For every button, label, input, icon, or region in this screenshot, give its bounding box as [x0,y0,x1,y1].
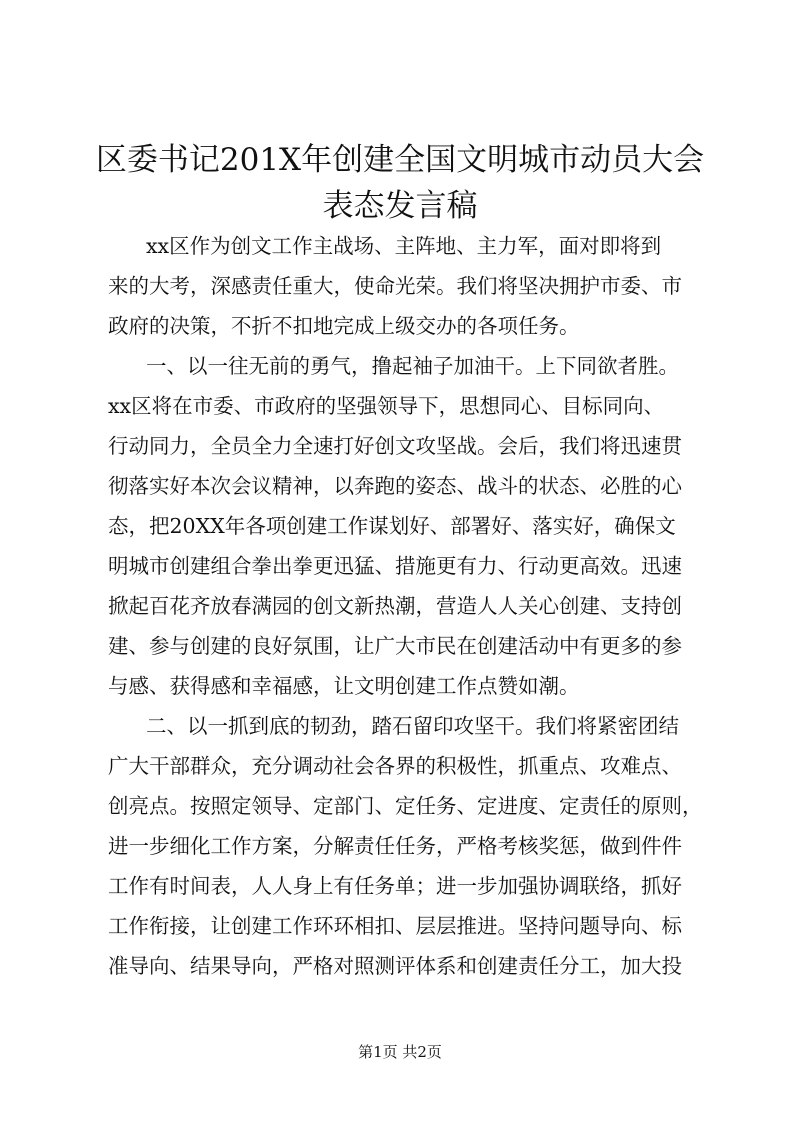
paragraph-line: 态，把20XX年各项创建工作谋划好、部署好、落实好，确保文 [108,514,676,538]
paragraph-line: 一、以一往无前的勇气，撸起袖子加油干。上下同欲者胜。 [146,354,679,378]
paragraph-line: 政府的决策，不折不扣地完成上级交办的各项任务。 [108,314,580,338]
paragraph-line: 二、以一抓到底的韧劲，踏石留印攻坚干。我们将紧密团结 [146,714,679,738]
page-number-footer: 第1页 共2页 [358,1043,442,1061]
paragraph-line: 工作衔接，让创建工作环环相扣、层层推进。坚持问题导向、标 [108,914,682,938]
paragraph-line: 彻落实好本次会议精神，以奔跑的姿态、战斗的状态、必胜的心 [108,474,682,498]
paragraph-line: 掀起百花齐放春满园的创文新热潮，营造人人关心创建、支持创 [108,594,682,618]
paragraph-line: 来的大考，深感责任重大，使命光荣。我们将坚决拥护市委、市 [108,274,682,298]
paragraph-line: 建、参与创建的良好氛围，让广大市民在创建活动中有更多的参 [108,634,682,658]
paragraph-line: 行动同力，全员全力全速打好创文攻坚战。会后，我们将迅速贯 [108,434,682,458]
paragraph-line: 进一步细化工作方案，分解责任任务，严格考核奖惩，做到件件 [108,834,682,858]
paragraph-line: 准导向、结果导向，严格对照测评体系和创建责任分工，加大投 [108,954,682,978]
paragraph-line: xx区作为创文工作主战场、主阵地、主力军，面对即将到 [146,234,662,258]
paragraph-line: xx区将在市委、市政府的坚强领导下，思想同心、目标同向、 [108,394,665,418]
paragraph-line: 创亮点。按照定领导、定部门、定任务、定进度、定责任的原则， [108,794,703,818]
paragraph-line: 广大干部群众，充分调动社会各界的积极性，抓重点、攻难点、 [108,754,682,778]
paragraph-line: 与感、获得感和幸福感，让文明创建工作点赞如潮。 [108,674,580,698]
paragraph-line: 工作有时间表，人人身上有任务单；进一步加强协调联络，抓好 [108,874,682,898]
document-title-line-2: 表态发言稿 [322,188,478,224]
paragraph-line: 明城市创建组合拳出拳更迅猛、措施更有力、行动更高效。迅速 [108,554,682,578]
document-title-line-1: 区委书记201X年创建全国文明城市动员大会 [95,142,705,178]
